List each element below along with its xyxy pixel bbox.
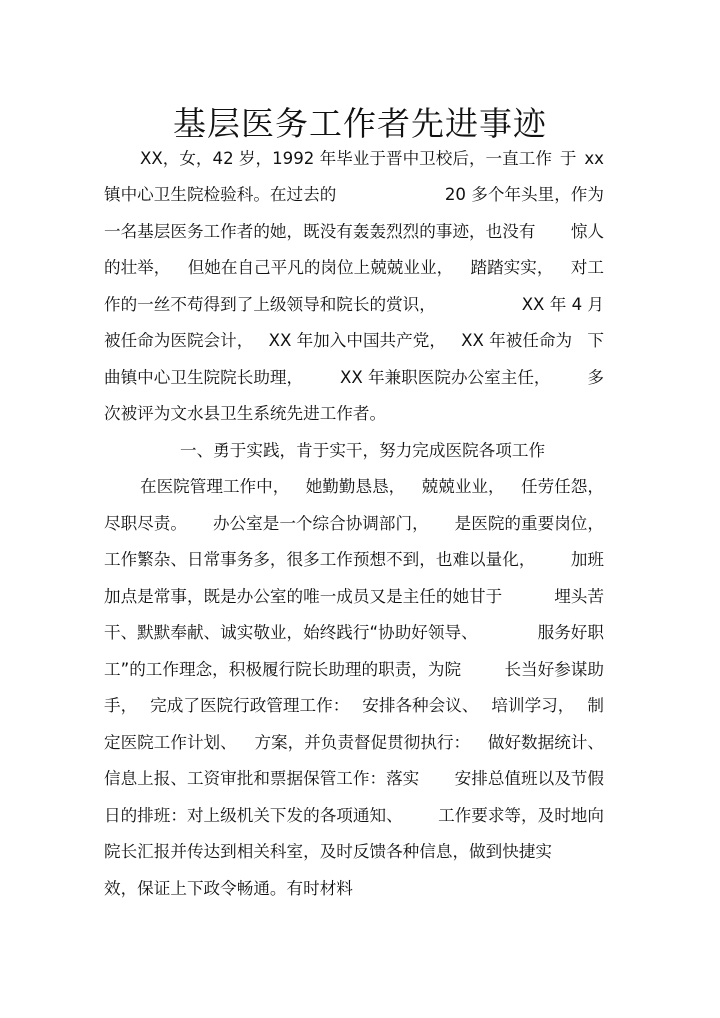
text-segment: 一名基层医务工作者的她，既没有轰轰烈烈的事迹，也没有	[104, 221, 536, 241]
text-line	[104, 870, 604, 907]
text-segment: 在医院管理工作中，	[140, 477, 290, 497]
text-segment: 多	[587, 367, 604, 387]
document-body	[104, 140, 604, 907]
text-segment: 她勤勤恳恳，	[305, 477, 406, 497]
text-line	[104, 651, 604, 688]
text-line	[104, 615, 604, 652]
text-line	[104, 140, 604, 177]
text-segment: 曲镇中心卫生院院长助理，	[104, 367, 304, 387]
text-segment: 尽职尽责。	[104, 513, 187, 533]
text-segment: 长当好参谋助	[504, 659, 604, 679]
text-line	[104, 797, 604, 834]
text-segment: XX，女，42 岁，1992 年毕业于晋中卫校后，一直工作	[140, 148, 552, 168]
text-segment: 办公室是一个综合协调部门，	[212, 513, 429, 533]
text-segment: XX 年兼职医院办公室主任，	[339, 367, 551, 387]
text-segment: 加点是常事，既是办公室的唯一成员又是主任的她甘于	[104, 586, 503, 606]
text-segment: 兢兢业业，	[421, 477, 505, 497]
text-line	[104, 323, 604, 360]
text-segment: 培训学习，	[491, 696, 575, 716]
text-segment: 但她在自己平凡的岗位上兢兢业业，	[187, 258, 454, 278]
text-segment: 效，保证上下政令畅通。有时材料	[104, 878, 353, 898]
text-segment: 制	[587, 696, 604, 716]
text-segment: 一、勇于实践，肯于实干，努力完成医院各项工作	[180, 440, 546, 460]
text-line	[104, 250, 604, 287]
text-segment: 干、默默奉献、诚实敬业，始终践行“协助好领导、	[104, 623, 478, 643]
text-segment: 工”的工作理念，积极履行院长助理的职责，为院	[104, 659, 462, 679]
text-segment: 作的一丝不苟得到了上级领导和院长的赏识，	[104, 294, 436, 314]
text-line	[104, 578, 604, 615]
text-line	[104, 359, 604, 396]
text-segment: 被任命为医院会计，	[104, 331, 254, 351]
text-segment: 院长汇报并传达到相关科室，及时反	[104, 842, 370, 862]
text-segment: 完成了医院行政管理工作：	[150, 696, 350, 716]
text-line	[104, 286, 604, 323]
text-line	[104, 834, 604, 871]
text-segment: 次被评为文水县卫生系统先进工作者。	[104, 404, 387, 424]
text-line	[104, 724, 604, 761]
text-segment: XX 年加入中国共产党，	[268, 331, 446, 351]
text-segment: 安排各种会议、	[362, 696, 479, 716]
text-segment: 踏踏实实，	[470, 258, 554, 278]
text-segment: 是医院的重要岗位，	[454, 513, 604, 533]
text-segment: 埋头苦	[554, 586, 604, 606]
text-segment: XX 年 4 月	[521, 294, 604, 314]
text-segment: 馈各种信息，做到快捷实	[369, 842, 553, 862]
text-segment: 工作要求等，及时地向	[438, 805, 604, 825]
text-segment: 镇中心卫生院检验科。在过去的	[104, 185, 337, 205]
text-segment: 工作繁杂、日常事务多，很多工作预想不到，也难以量化，	[104, 550, 536, 570]
text-line	[104, 432, 604, 469]
text-line	[104, 177, 604, 214]
text-line	[104, 688, 604, 725]
text-line	[104, 213, 604, 250]
text-segment: 加班	[570, 550, 604, 570]
document-title: 基层医务工作者先进事迹	[173, 104, 547, 144]
text-segment: 任劳任怨，	[521, 477, 604, 497]
text-line	[104, 396, 604, 433]
text-segment: 于	[559, 148, 577, 168]
text-segment: xx	[584, 148, 604, 168]
text-segment: 定医院工作计划、	[104, 732, 237, 752]
text-segment: 做好数据统计、	[487, 732, 604, 752]
text-segment: 20 多个年头里，作为	[444, 185, 604, 205]
text-segment: 安排总值班以及节假	[454, 769, 604, 789]
text-segment: 手，	[104, 696, 138, 716]
text-segment: 的壮举，	[104, 258, 171, 278]
text-line	[104, 505, 604, 542]
text-segment: 惊人	[570, 221, 604, 241]
text-line	[104, 761, 604, 798]
text-segment: 服务好职	[537, 623, 604, 643]
text-segment: 信息上报、工资审批和票据保管工作：落实	[104, 769, 420, 789]
text-segment: 下	[587, 331, 604, 351]
text-segment: 日的排班：对上级机关下发的各项通知、	[104, 805, 403, 825]
text-line	[104, 469, 604, 506]
text-line	[104, 542, 604, 579]
text-segment: 方案，并负责督促贯彻执行：	[254, 732, 471, 752]
text-segment: XX 年被任命为	[461, 331, 573, 351]
text-segment: 对工	[570, 258, 604, 278]
